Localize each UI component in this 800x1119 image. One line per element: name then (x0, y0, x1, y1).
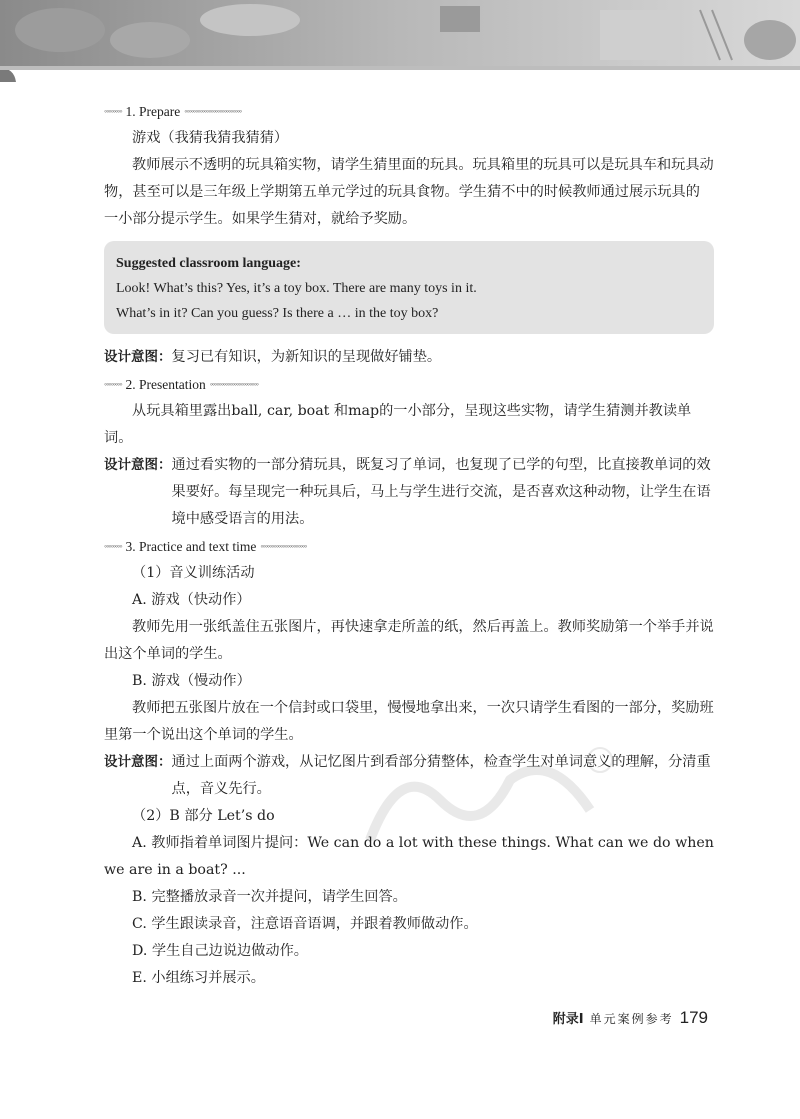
game-title: 游戏（我猜我猜我猜猜） (132, 130, 289, 146)
design-label: 设计意图： (104, 457, 172, 473)
paragraph: 从玩具箱里露出ball, car, boat 和map的一小部分，呈现这些实物，请学生猜测并教读单词。 (104, 403, 692, 446)
design-text: 复习已有知识，为新知识的呈现做好铺垫。 (171, 349, 442, 365)
paragraph: 教师展示不透明的玩具箱实物，请学生猜里面的玩具。玩具箱里的玩具可以是玩具车和玩具动物，甚至可以是三年级上学期第五单元学过的玩具食物。学生猜不中的时候教师通过展示玩具的一小部分提示学生。如果学生猜对，就给予奖励。 (104, 157, 714, 227)
step-item: A. 教师指着单词图片提问：We can do a lot with these things. What can we do when we are in a boat? ... (104, 835, 714, 878)
step-item: B. 完整播放录音一次并提问，请学生回答。 (132, 889, 407, 905)
section-heading-presentation (104, 371, 714, 398)
step-item: E. 小组练习并展示。 (132, 970, 265, 986)
design-label: 设计意图： (104, 754, 172, 770)
section-heading-prepare (104, 98, 714, 125)
step-item: C. 学生跟读录音，注意语音语调，并跟着教师做动作。 (132, 916, 478, 932)
dotted-rule-right: ◦◦◦◦◦◦◦◦◦◦◦◦◦◦◦◦◦◦◦◦◦◦ (209, 379, 258, 389)
design-text: 通过上面两个游戏，从记忆图片到看部分猜整体，检查学生对单词意义的理解，分清重点，音义先行。 (171, 754, 711, 797)
footer-title: 单元案例参考 (589, 1012, 674, 1026)
dotted-rule-right: ◦◦◦◦◦◦◦◦◦◦◦◦◦◦◦◦◦◦◦◦◦ (260, 541, 307, 551)
page-footer (553, 1008, 708, 1028)
heading-text: 3. Practice and text time (125, 539, 257, 554)
dotted-rule-right: ◦◦◦◦◦◦◦◦◦◦◦◦◦◦◦◦◦◦◦◦◦◦◦◦◦◦ (184, 106, 242, 116)
design-intent (104, 344, 714, 371)
subheading: （2）B 部分 Let’s do (132, 808, 275, 824)
step-item: D. 学生自己边说边做动作。 (132, 943, 308, 959)
callout-title: Suggested classroom language: (116, 256, 301, 271)
dotted-rule-left: ◦◦◦◦◦◦◦◦ (104, 106, 122, 116)
design-intent (104, 452, 714, 533)
subheading: （1）音义训练活动 (132, 565, 255, 581)
design-text: 通过看实物的一部分猜玩具，既复习了单词，也复现了已学的句型，比直接教单词的效果要好。每呈现完一种玩具后，马上与学生进行交流，是否喜欢这种动物，让学生在语境中感受语言的用法。 (171, 457, 711, 527)
heading-text: 1. Prepare (125, 104, 181, 119)
classroom-language-box (104, 241, 714, 334)
item-title: B. 游戏（慢动作） (132, 673, 251, 689)
callout-line: What’s in it? Can you guess? Is there a … in the toy box? (116, 306, 439, 321)
design-intent (104, 749, 714, 803)
header-banner (0, 0, 800, 82)
dotted-rule-left: ◦◦◦◦◦◦◦◦ (104, 379, 122, 389)
design-label: 设计意图： (104, 349, 172, 365)
page-content (104, 98, 714, 992)
section-heading-practice (104, 533, 714, 560)
appendix-label: 附录I (552, 1012, 584, 1027)
callout-line: Look! What’s this? Yes, it’s a toy box. There are many toys in it. (116, 281, 477, 296)
item-title: A. 游戏（快动作） (132, 592, 251, 608)
page-number: 179 (679, 1008, 708, 1027)
paragraph: 教师把五张图片放在一个信封或口袋里，慢慢地拿出来，一次只请学生看图的一部分，奖励班里第一个说出这个单词的学生。 (104, 700, 714, 743)
paragraph: 教师先用一张纸盖住五张图片，再快速拿走所盖的纸，然后再盖上。教师奖励第一个举手并说出这个单词的学生。 (104, 619, 714, 662)
heading-text: 2. Presentation (125, 377, 206, 392)
dotted-rule-left: ◦◦◦◦◦◦◦◦ (104, 541, 122, 551)
